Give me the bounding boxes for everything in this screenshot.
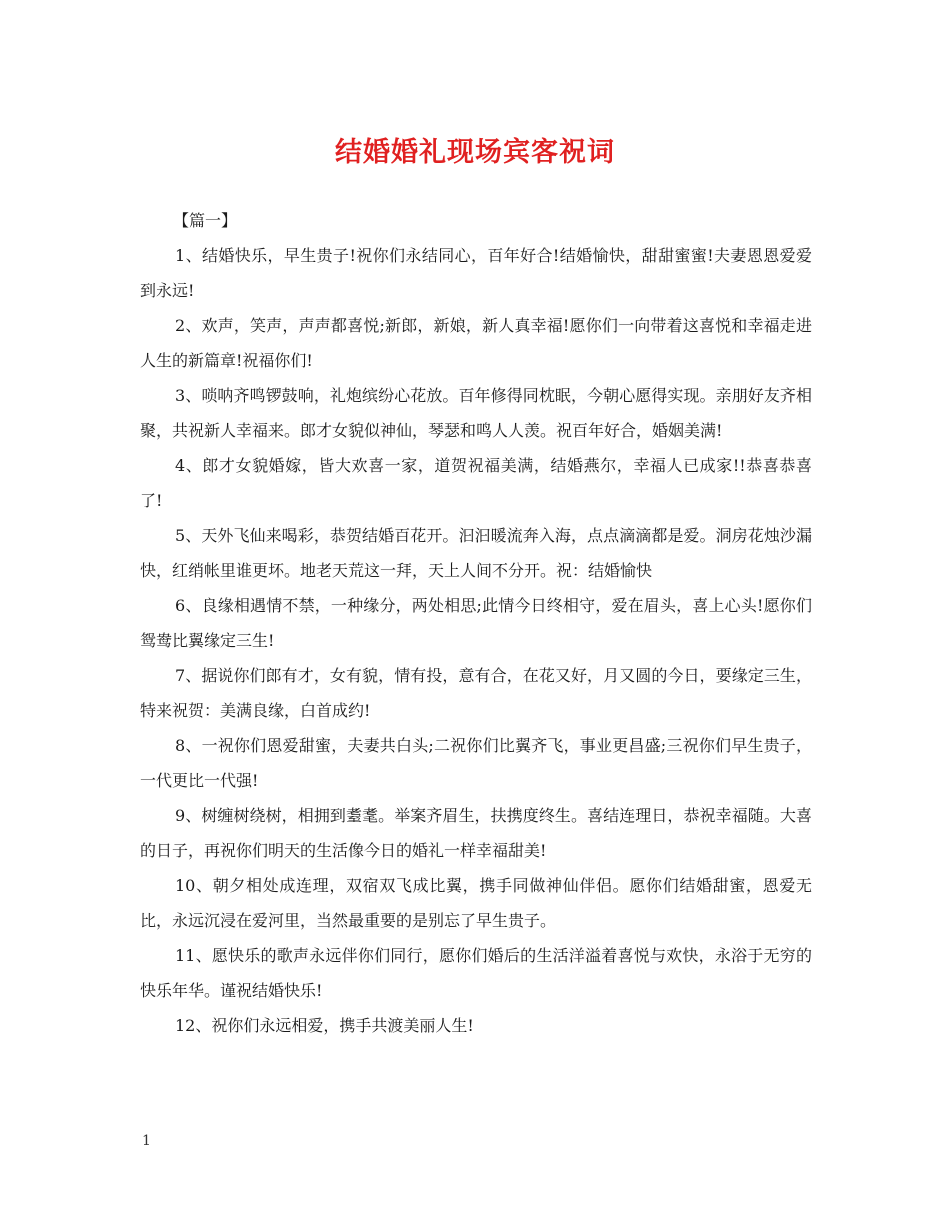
- paragraph-2: 2、欢声，笑声，声声都喜悦;新郎，新娘，新人真幸福!愿你们一向带着这喜悦和幸福走进人生的新篇章!祝福你们!: [140, 316, 812, 370]
- document-title: 结婚婚礼现场宾客祝词: [335, 137, 615, 168]
- paragraph-8: 8、一祝你们恩爱甜蜜，夫妻共白头;二祝你们比翼齐飞，事业更昌盛;三祝你们早生贵子，一代更比一代强!: [140, 736, 812, 790]
- paragraph-10: 10、朝夕相处成连理，双宿双飞成比翼，携手同做神仙伴侣。愿你们结婚甜蜜，恩爱无比，永远沉浸在爱河里，当然最重要的是别忘了早生贵子。: [140, 876, 812, 930]
- page-number: 1: [142, 1133, 151, 1149]
- paragraph-12: 12、祝你们永远相爱，携手共渡美丽人生!: [175, 1016, 474, 1035]
- document-body: [140, 203, 812, 1043]
- paragraph-4: 4、郎才女貌婚嫁，皆大欢喜一家，道贺祝福美满，结婚燕尔，幸福人已成家!!恭喜恭喜了!: [140, 456, 812, 510]
- paragraph-1: 1、结婚快乐，早生贵子!祝你们永结同心，百年好合!结婚愉快，甜甜蜜蜜!夫妻恩恩爱爱到永远!: [140, 246, 812, 300]
- paragraph-3: 3、唢呐齐鸣锣鼓响，礼炮缤纷心花放。百年修得同枕眠，今朝心愿得实现。亲朋好友齐相聚，共祝新人幸福来。郎才女貌似神仙，琴瑟和鸣人人羡。祝百年好合，婚姻美满!: [140, 386, 812, 440]
- paragraph-5: 5、天外飞仙来喝彩，恭贺结婚百花开。汩汩暖流奔入海，点点滴滴都是爱。洞房花烛沙漏快，红绡帐里谁更坏。地老天荒这一拜，天上人间不分开。祝：结婚愉快: [140, 526, 812, 580]
- paragraph-9: 9、树缠树绕树，相拥到耋耄。举案齐眉生，扶携度终生。喜结连理日，恭祝幸福随。大喜的日子，再祝你们明天的生活像今日的婚礼一样幸福甜美!: [140, 806, 812, 860]
- section-label: 【篇一】: [173, 211, 238, 230]
- paragraph-6: 6、良缘相遇情不禁，一种缘分，两处相思;此情今日终相守，爱在眉头，喜上心头!愿你们鸳鸯比翼缘定三生!: [140, 596, 812, 650]
- paragraph-11: 11、愿快乐的歌声永远伴你们同行，愿你们婚后的生活洋溢着喜悦与欢快，永浴于无穷的快乐年华。谨祝结婚快乐!: [140, 946, 812, 1000]
- paragraph-7: 7、据说你们郎有才，女有貌，情有投，意有合，在花又好，月又圆的今日，要缘定三生，特来祝贺：美满良缘，白首成约!: [140, 666, 812, 720]
